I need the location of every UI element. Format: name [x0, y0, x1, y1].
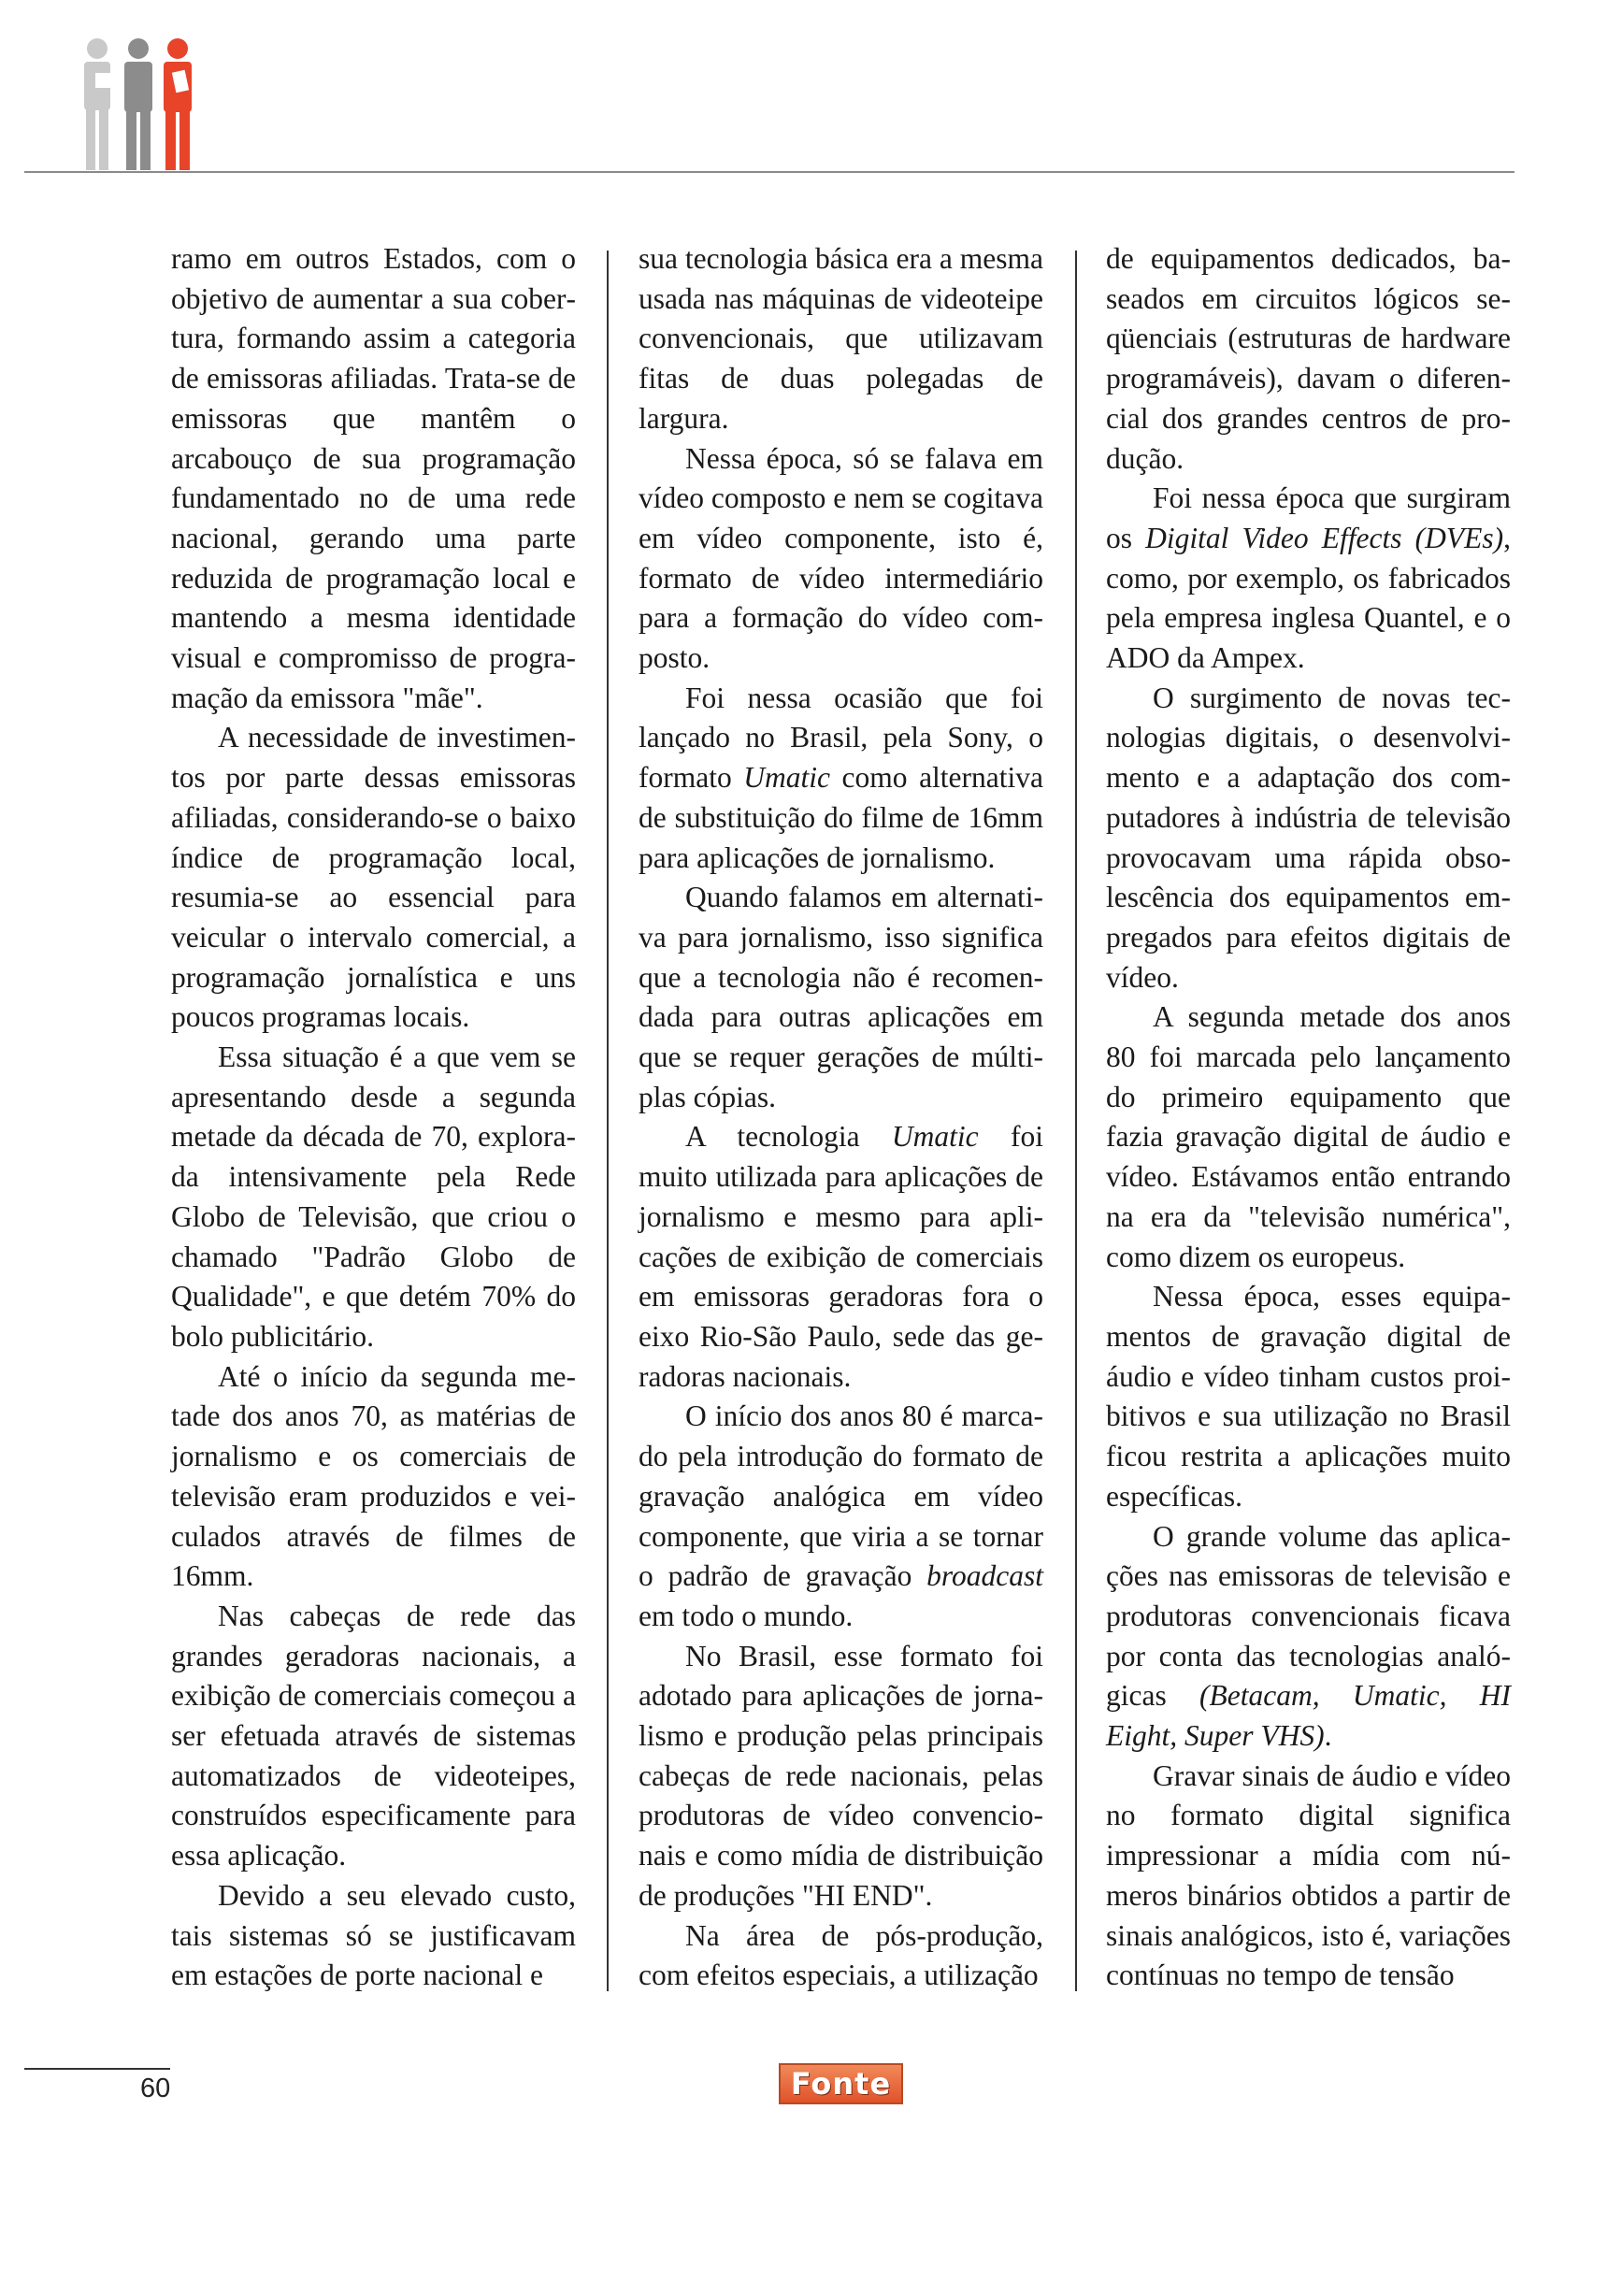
text-run: , como, por exemplo, os fabricados pela empresa inglesa Quantel, e o ADO da Ampex. [1106, 521, 1511, 675]
text-column-3 [1106, 239, 1511, 1996]
text-run: A segunda metade dos anos 80 foi marcada pelo lançamento do primeiro equipamento que fazia gravação digital de áudio e vídeo. Estávamos então entrando na era da "televisão numérica", como dizem os europeus. [1106, 1000, 1511, 1273]
text-run: O surgimento de novas tecnologias digitais, o desenvolvimento e a adaptação dos computadores à indústria de televisão provocavam uma rápida obsolescência dos equipamentos empregados para efeitos digitais de vídeo. [1106, 681, 1511, 994]
text-run: A tecnologia [685, 1120, 892, 1154]
text-run: Essa situação é a que vem se apresentando desde a segunda metade da década de 70, explorada intensivamente pela Rede Globo de Televisão, que criou o chamado "Padrão Globo de Qualidade", e que detém 70% do bolo publicitário. [171, 1040, 576, 1353]
text-run: Até o início da segunda metade dos anos 70, as matérias de jornalismo e os comerciais de televisão eram produzidos e veiculados através de filmes de 16mm. [171, 1359, 576, 1593]
text-run: Nas cabeças de rede das grandes geradoras nacionais, a exibição de comerciais começou a ser efetuada através de sistemas automatizados de videoteipes, construídos especificamente para essa aplicação. [171, 1599, 576, 1873]
column-divider [607, 251, 609, 1991]
text-run: Nessa época, esses equipamentos de gravação digital de áudio e vídeo tinham custos proibitivos e sua utilização no Brasil ficou restrita a aplicações muito específicas. [1106, 1280, 1511, 1513]
paragraph [639, 239, 1043, 439]
paragraph [1106, 679, 1511, 998]
text-column-2 [639, 239, 1043, 1996]
paragraph [1106, 1757, 1511, 1996]
text-run: em todo o mundo. [639, 1599, 854, 1632]
paragraph [1106, 1277, 1511, 1516]
text-run: A necessidade de investimentos por parte dessas emissoras afiliadas, considerando-se o baixo índice de programação local, resumia-se ao essencial para veicular o intervalo comercial, a programação jornalística e uns poucos programas locais. [171, 721, 576, 1034]
text-run: de equipamentos dedicados, baseados em circuitos lógicos seqüenciais (estruturas de hardware programáveis), davam o diferencial dos grandes centros de produção. [1106, 242, 1511, 475]
text-run: Na área de pós-produção, com efeitos especiais, a utilização [639, 1918, 1043, 1992]
paragraph [171, 239, 576, 718]
text-column-1 [171, 239, 576, 1996]
paragraph [171, 1876, 576, 1996]
paragraph [1106, 997, 1511, 1277]
paragraph [171, 718, 576, 1038]
page-number: 60 [140, 2074, 171, 2103]
paragraph [171, 1038, 576, 1357]
italic-text: Umatic [743, 761, 830, 795]
paragraph [639, 439, 1043, 679]
paragraph [1106, 239, 1511, 479]
text-run: Quando falamos em alternativa para jornalismo, isso significa que a tecnologia não é recomendada para outras aplicações em que se requer gerações de múltiplas cópias. [639, 881, 1043, 1113]
text-run: sua tecnologia básica era a mesma usada nas máquinas de videoteipe convencionais, que utilizavam fitas de duas polegadas de largura. [639, 242, 1043, 435]
text-run: O início dos anos 80 é marcado pela introdução do formato de gravação analógica em vídeo componente, que viria a se tornar o padrão de gravação [639, 1399, 1043, 1593]
column-divider [1075, 251, 1077, 1991]
italic-text: Umatic [891, 1120, 979, 1154]
paragraph [639, 1397, 1043, 1636]
text-run: . [1324, 1719, 1332, 1753]
people-figures-icon [77, 37, 217, 173]
text-run: Devido a seu elevado custo, tais sistemas só se justificavam em estações de porte nacional e [171, 1878, 576, 1992]
paragraph [639, 1637, 1043, 1916]
paragraph [1106, 479, 1511, 679]
text-run: Foi nessa época que surgiram os [1106, 481, 1511, 554]
text-run: foi muito utilizada para aplicações de jornalismo e mesmo para aplicações de exibição de comerciais em emissoras geradoras fora o eixo Rio-São Paulo, sede das geradoras nacionais. [639, 1120, 1043, 1393]
text-run: como alternativa de substituição do filme de 16mm para aplicações de jornalismo. [639, 761, 1043, 874]
paragraph [639, 679, 1043, 879]
paragraph [1106, 1517, 1511, 1757]
italic-text: (Betacam, Umatic, HI Eight, Super VHS) [1106, 1679, 1511, 1753]
text-run: No Brasil, esse formato foi adotado para aplicações de jornalismo e produção pelas principais cabeças de rede nacionais, pelas produtoras de vídeo convencionais e como mídia de distribuição de produções "HI END". [639, 1639, 1043, 1912]
italic-text: Digital Video Effects (DVEs) [1145, 521, 1504, 554]
paragraph [171, 1597, 576, 1876]
paragraph [171, 1357, 576, 1597]
italic-text: broadcast [926, 1559, 1043, 1593]
text-run: O grande volume das aplicações nas emissoras de televisão e produtoras convencionais ficava por conta das tecnologias analógicas [1106, 1519, 1511, 1713]
fonte-logo: Fonte [779, 2063, 903, 2104]
text-run: Gravar sinais de áudio e vídeo no formato digital significa impressionar a mídia com números binários obtidos a partir de sinais analógicos, isto é, variações contínuas no tempo de tensão [1106, 1758, 1511, 1992]
text-run: ramo em outros Estados, com o objetivo de aumentar a sua cobertura, formando assim a categoria de emissoras afiliadas. Trata-se de emissoras que mantêm o arcabouço de sua programação fundamentado no de uma rede nacional, gerando uma parte reduzida de programação local e mantendo a mesma identidade visual e compromisso de programação da emissora "mãe". [171, 242, 576, 714]
text-run: Foi nessa ocasião que foi lançado no Brasil, pela Sony, o formato [639, 681, 1043, 795]
paragraph [639, 1117, 1043, 1397]
header-rule [24, 171, 1514, 173]
text-run: Nessa época, só se falava em vídeo composto e nem se cogitava em vídeo componente, isto é, formato de vídeo intermediário para a formação do vídeo composto. [639, 441, 1044, 675]
footer-rule [24, 2068, 170, 2070]
paragraph [639, 878, 1043, 1117]
paragraph [639, 1916, 1043, 1996]
